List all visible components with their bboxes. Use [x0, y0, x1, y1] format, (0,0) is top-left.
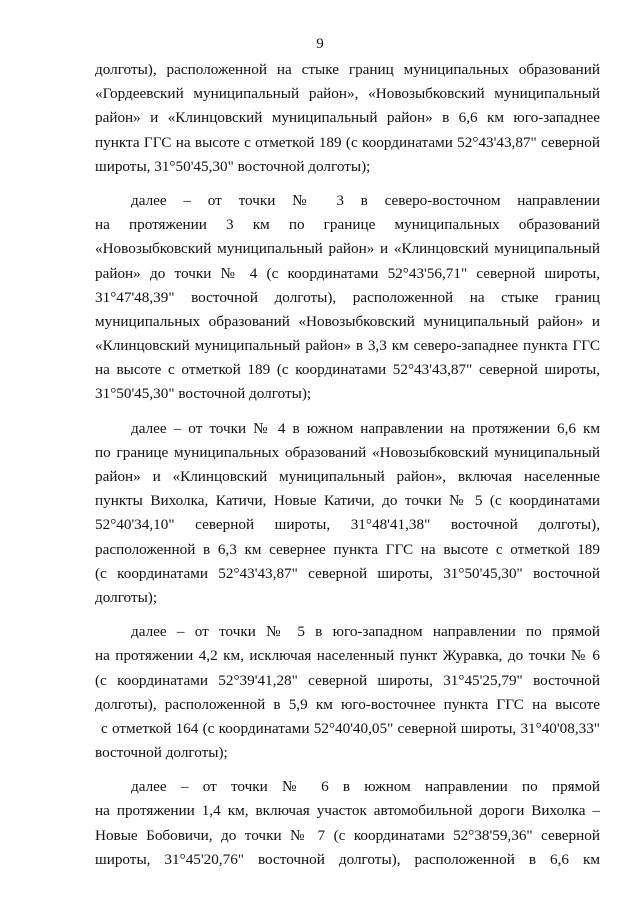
text-line: далее – от точки № 4 в южном направлении на протяжении 6,6 км — [131, 419, 600, 437]
text-line: район» и «Клинцовский муниципальный район», включая населенные — [95, 468, 600, 485]
text-line: муниципальных образований «Новозыбковский муниципальный район» и — [95, 312, 600, 330]
text-line: долготы), расположенной в 5,9 км юго-восточнее пункта ГГС на высоте — [95, 695, 600, 713]
text-line: на высоте с отметкой 189 (с координатами 52°43'43,87" северной широты, — [95, 361, 600, 379]
text-line: район» и «Клинцовский муниципальный район» в 6,6 км юго-западнее — [95, 109, 600, 127]
paragraph-continuation — [95, 58, 600, 179]
text-line: 31°47'48,39" восточной долготы), расположенной на стыке границ — [95, 288, 600, 306]
paragraph-point-3 — [95, 189, 600, 407]
text-line: на протяжении 1,4 км, включая участок автомобильной дороги Вихолка – — [95, 802, 600, 820]
text-line: широты, 31°45'20,76" восточной долготы), расположенной в 6,6 км — [95, 850, 600, 868]
text-line: на протяжении 3 км по границе муниципальных образований — [95, 216, 600, 234]
text-line: «Новозыбковский муниципальный район» и «Клинцовский муниципальный — [95, 240, 600, 258]
paragraph-point-4 — [95, 417, 600, 611]
text-line: широты, 31°50'45,30" восточной долготы); — [95, 157, 371, 175]
text-line: 52°40'34,10" северной широты, 31°48'41,38" восточной долготы), — [95, 516, 600, 534]
text-line: далее – от точки № 6 в южном направлении по прямой — [131, 778, 600, 796]
text-line: «Клинцовский муниципальный район» в 3,3 км северо-западнее пункта ГГС — [95, 337, 600, 355]
page-number: 9 — [316, 36, 324, 52]
text-line: далее – от точки № 5 в юго-западном направлении по прямой — [131, 623, 600, 641]
text-line: (с координатами 52°39'41,28" северной широты, 31°45'25,79" восточной — [95, 671, 600, 689]
text-line: восточной долготы); — [95, 744, 228, 762]
text-line: расположенной в 6,3 км севернее пункта ГГС на высоте с отметкой 189 — [95, 540, 600, 558]
paragraph-point-6 — [95, 775, 600, 872]
text-line: Новые Бобовичи, до точки № 7 (с координатами 52°38'59,36" северной — [95, 826, 600, 844]
text-line: на протяжении 4,2 км, исключая населенный пункт Журавка, до точки № 6 — [95, 647, 600, 665]
text-line: (с координатами 52°43'43,87" северной широты, 31°50'45,30" восточной — [95, 564, 600, 582]
document-body — [95, 58, 600, 882]
text-line: пункты Вихолка, Катичи, Новые Катичи, до точки № 5 (с координатами — [95, 492, 600, 510]
text-line: пункта ГГС на высоте с отметкой 189 (с координатами 52°43'43,87" северной — [95, 133, 600, 151]
text-line: с отметкой 164 (с координатами 52°40'40,05" северной широты, 31°40'08,33" — [101, 719, 600, 737]
text-line: район» до точки № 4 (с координатами 52°43'56,71" северной широты, — [95, 264, 600, 282]
paragraph-point-5 — [95, 620, 600, 765]
text-line: по границе муниципальных образований «Новозыбковский муниципальный — [95, 443, 600, 461]
text-line: долготы); — [95, 588, 158, 606]
text-line: 31°50'45,30" восточной долготы); — [95, 385, 312, 403]
text-line: долготы), расположенной на стыке границ муниципальных образований — [95, 61, 600, 78]
text-line: далее – от точки № 3 в северо-восточном направлении — [131, 191, 600, 209]
text-line: «Гордеевский муниципальный район», «Новозыбковский муниципальный — [95, 85, 600, 103]
